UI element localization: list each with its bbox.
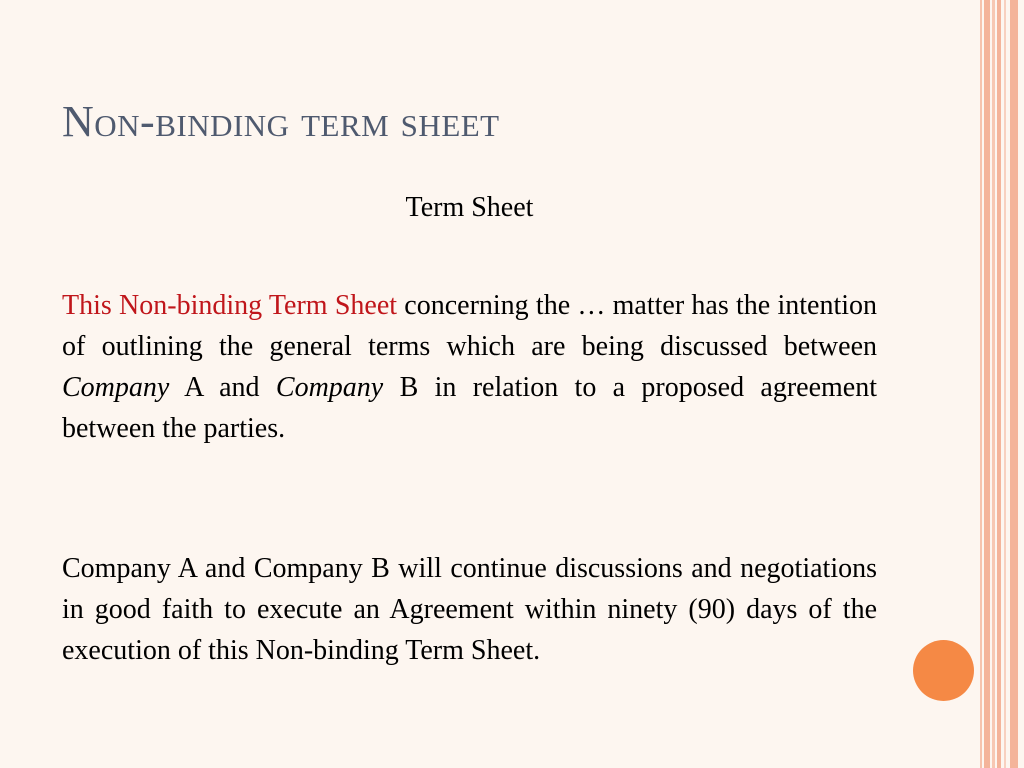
frame-line — [980, 0, 982, 768]
emphasized-word: Company — [62, 372, 170, 403]
frame-line — [1010, 0, 1018, 768]
slide-subtitle: Term Sheet — [405, 192, 534, 223]
decorative-circle — [913, 640, 974, 701]
paragraph-intro — [62, 285, 877, 449]
paragraph-negotiations: Company A and Company B will continue discussions and negotiations in good faith to execute an Agreement within ninety (90) days of the execution of this Non-binding Term Sheet. — [62, 553, 877, 666]
paragraph-text: A and — [169, 372, 276, 403]
highlighted-phrase: This Non-binding Term Sheet — [62, 290, 398, 321]
frame-line — [984, 0, 990, 768]
slide-title: Non-binding term sheet — [62, 97, 500, 146]
frame-line — [997, 0, 1001, 768]
paragraph-text: concerning the … matter has the intention of outlining the general terms which are being discussed between — [62, 290, 878, 362]
emphasized-word: Company — [275, 372, 384, 403]
frame-line — [992, 0, 995, 768]
paragraph-text: B in relation to a proposed agreement between the parties. — [62, 372, 878, 444]
frame-line — [1004, 0, 1006, 768]
